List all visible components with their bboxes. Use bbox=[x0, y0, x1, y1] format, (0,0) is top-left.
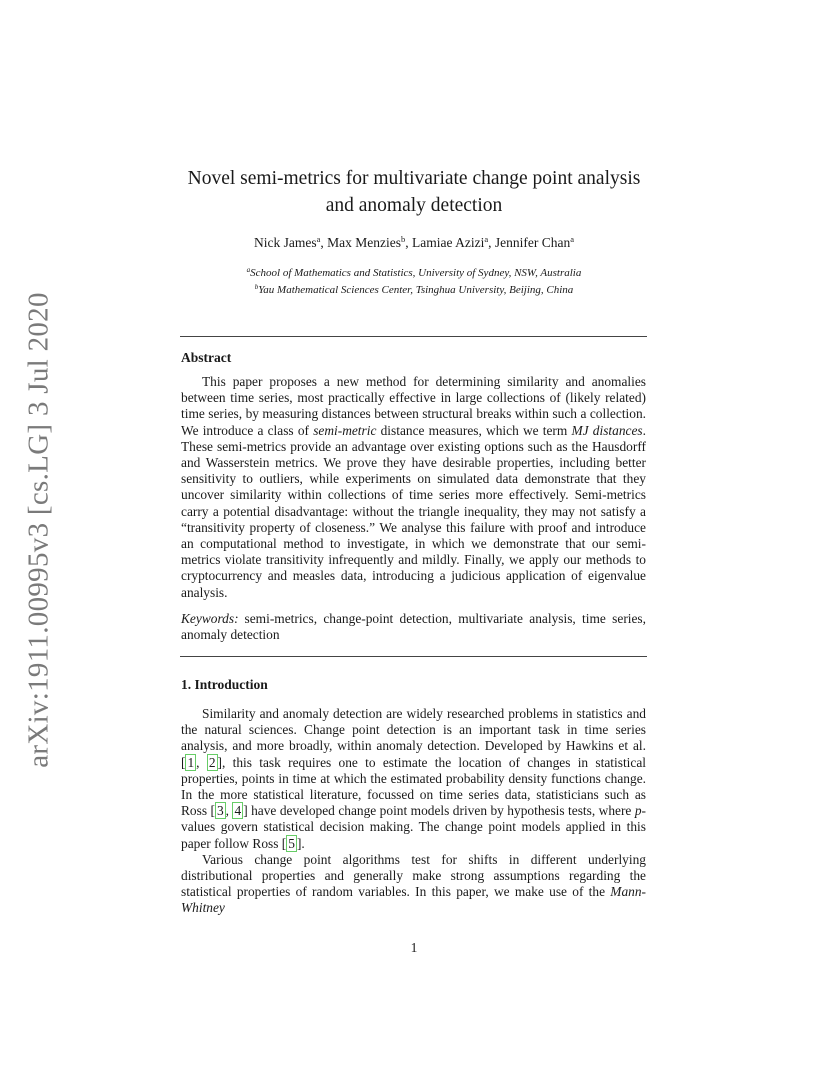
abstract-emphasis: semi-metric bbox=[313, 422, 377, 438]
affiliation-line bbox=[150, 263, 678, 280]
author-name: Lamiae Azizi bbox=[411, 235, 485, 250]
author-affil-mark: a bbox=[316, 234, 321, 244]
page-number: 1 bbox=[410, 940, 418, 955]
abstract-body bbox=[181, 374, 646, 601]
citation-link[interactable]: 2 bbox=[208, 754, 216, 770]
intro-text: ] have developed change point models driven by hypothesis tests, where bbox=[243, 803, 635, 819]
keywords bbox=[181, 611, 646, 643]
keywords-text: semi-metrics, change-point detection, multivariate analysis, time series, anomaly detection bbox=[181, 611, 646, 643]
affiliations bbox=[150, 263, 678, 297]
author-name: Jennifer Chan bbox=[494, 235, 571, 250]
intro-emphasis: p bbox=[634, 803, 642, 819]
title-line-2: and anomaly detection bbox=[325, 195, 503, 216]
arxiv-identifier bbox=[14, 292, 64, 768]
abstract-text: distance measures, which we term bbox=[376, 422, 572, 438]
intro-text: -values govern statistical decision making. The change point models applied in this paper follow Ross [ bbox=[181, 803, 646, 851]
section-heading: 1. Introduction bbox=[181, 677, 268, 692]
affiliation-text: Yau Mathematical Sciences Center, Tsinghua University, Beijing, China bbox=[258, 284, 574, 296]
arxiv-identifier-text: arXiv:1911.00995v3 [cs.LG] 3 Jul 2020 bbox=[22, 292, 55, 768]
intro-text: , bbox=[196, 754, 207, 770]
abstract-top-rule bbox=[180, 336, 647, 337]
intro-text: Various change point algorithms test for shifts in different underlying distributional properties and generally make strong assumptions regarding the statistical properties of random variables. In this paper, we make use of the bbox=[181, 851, 646, 900]
citation-link[interactable]: 4 bbox=[234, 803, 242, 819]
intro-text: Similarity and anomaly detection are widely researched problems in statistics and the natural sciences. Change point detection is an important task in time series analysis, and more broadly, within anomaly detection. Developed by Hawkins et al. [ bbox=[181, 706, 646, 770]
affiliation-mark: b bbox=[254, 283, 259, 291]
intro-emphasis: Mann-Whitney bbox=[181, 884, 646, 916]
paper-title bbox=[150, 165, 678, 219]
abstract-bottom-rule bbox=[180, 656, 647, 657]
author-list: Nick James$^a$, Max Menzies$^b$, Lamiae Azizi$^a$, Jennifer Chan$^a$ bbox=[253, 234, 574, 250]
intro-text: , bbox=[225, 803, 233, 819]
author-name: Nick James bbox=[253, 235, 317, 250]
abstract-emphasis: MJ distances bbox=[571, 422, 643, 438]
citation-link[interactable]: 1 bbox=[187, 754, 195, 770]
intro-text: ], this task requires one to estimate the location of changes in statistical properties, points in time at which the estimated probability density functions change. In the more statistical literature, focussed on time series data, statisticians such as Ross [ bbox=[181, 754, 646, 819]
abstract-heading: Abstract bbox=[181, 350, 232, 365]
author-affil-mark: a bbox=[484, 234, 489, 244]
intro-paragraph bbox=[181, 706, 646, 852]
citation-link[interactable]: 5 bbox=[288, 835, 295, 851]
intro-paragraph bbox=[181, 852, 646, 917]
affiliation-line bbox=[150, 280, 678, 297]
author-affil-mark: b bbox=[400, 234, 406, 244]
affiliation-mark: a bbox=[246, 266, 251, 274]
introduction-body bbox=[181, 706, 646, 917]
author-name: Max Menzies bbox=[327, 235, 401, 250]
intro-text: ]. bbox=[296, 835, 305, 851]
abstract-text: . These semi-metrics provide an advantage over existing options such as the Hausdorff and Wasserstein metrics. We prove they have desirable properties, including better sensitivity to outliers, while experiments on simulated data demonstrate that they uncover similarity within collections of time series more effectively. Semi-metrics carry a potential disadvantage: without the triangle inequality, they may not satisfy a “transitivity property of closeness.” We analyse this failure with proof and introduce an computational method to investigate, in which we demonstrate that our semi-metrics violate transitivity infrequently and mildly. Finally, we apply our methods to cryptocurrency and measles data, introducing a judicious application of eigenvalue analysis. bbox=[181, 422, 646, 600]
abstract-text: This paper proposes a new method for determining similarity and anomalies between time series, most practically effective in large collections of (likely related) time series, by measuring distances between structural breaks within such a collection. We introduce a class of bbox=[181, 374, 646, 438]
keywords-label: Keywords: bbox=[181, 611, 239, 626]
author-affil-mark: a bbox=[570, 234, 574, 244]
citation-link[interactable]: 3 bbox=[216, 803, 224, 819]
affiliation-text: School of Mathematics and Statistics, University of Sydney, NSW, Australia bbox=[250, 267, 582, 279]
title-line-1: Novel semi-metrics for multivariate change point analysis bbox=[187, 168, 641, 189]
